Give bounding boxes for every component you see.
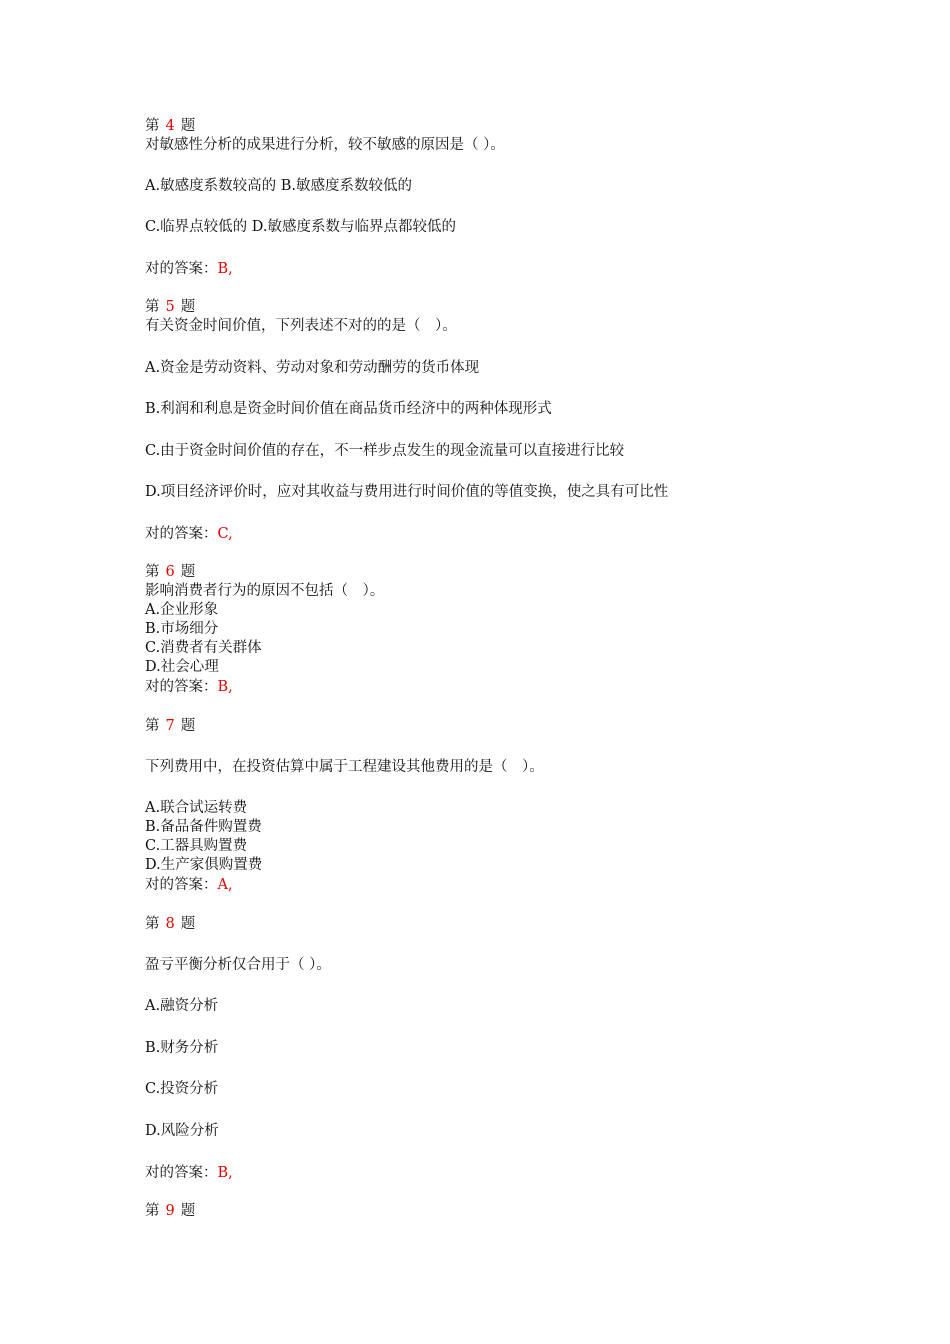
question-5-heading: 第 5 题: [145, 299, 196, 315]
question-4-heading: 第 4 题: [145, 118, 196, 134]
question-8-option-d: D.风险分析: [145, 1123, 219, 1139]
question-5-option-b: B.利润和利息是资金时间价值在商品货币经济中的两种体现形式: [145, 401, 552, 417]
question-8-stem: 盈亏平衡分析仅合用于（ ）。: [145, 957, 331, 973]
question-8-answer: 对的答案：B,: [145, 1165, 233, 1181]
question-5-answer: 对的答案：C,: [145, 526, 233, 542]
question-6-option-a: A.企业形象: [145, 602, 219, 618]
question-4-options-line-1: A.敏感度系数较高的 B.敏感度系数较低的: [145, 178, 412, 194]
question-7-option-a: A.联合试运转费: [145, 800, 248, 816]
question-5-option-a: A.资金是劳动资料、劳动对象和劳动酬劳的货币体现: [145, 360, 480, 376]
question-6-answer: 对的答案：B,: [145, 679, 233, 695]
question-5-stem: 有关资金时间价值，下列表述不对的的是（ ）。: [145, 318, 457, 334]
question-7-stem: 下列费用中，在投资估算中属于工程建设其他费用的是（ ）。: [145, 759, 544, 775]
question-7-heading: 第 7 题: [145, 718, 196, 734]
question-9-heading: 第 9 题: [145, 1203, 196, 1219]
question-8-option-a: A.融资分析: [145, 998, 219, 1014]
question-6-heading: 第 6 题: [145, 564, 196, 580]
question-8-option-b: B.财务分析: [145, 1040, 219, 1056]
question-8-heading: 第 8 题: [145, 916, 196, 932]
question-4-options-line-2: C.临界点较低的 D.敏感度系数与临界点都较低的: [145, 219, 457, 235]
question-6-stem: 影响消费者行为的原因不包括（ ）。: [145, 583, 385, 599]
question-7-option-b: B.备品备件购置费: [145, 819, 262, 835]
question-6-option-d: D.社会心理: [145, 659, 219, 675]
question-7-option-d: D.生产家俱购置费: [145, 857, 263, 873]
question-5-option-d: D.项目经济评价时，应对其收益与费用进行时间价值的等值变换，使之具有可比性: [145, 484, 669, 500]
question-7-answer: 对的答案：A,: [145, 877, 233, 893]
question-6-option-b: B.市场细分: [145, 621, 219, 637]
question-6-option-c: C.消费者有关群体: [145, 640, 262, 656]
question-4-stem: 对敏感性分析的成果进行分析，较不敏感的原因是（ ）。: [145, 137, 505, 153]
question-8-option-c: C.投资分析: [145, 1081, 219, 1097]
question-4-answer: 对的答案：B,: [145, 261, 233, 277]
question-7-option-c: C.工器具购置费: [145, 838, 248, 854]
question-5-option-c: C.由于资金时间价值的存在，不一样步点发生的现金流量可以直接进行比较: [145, 443, 625, 459]
